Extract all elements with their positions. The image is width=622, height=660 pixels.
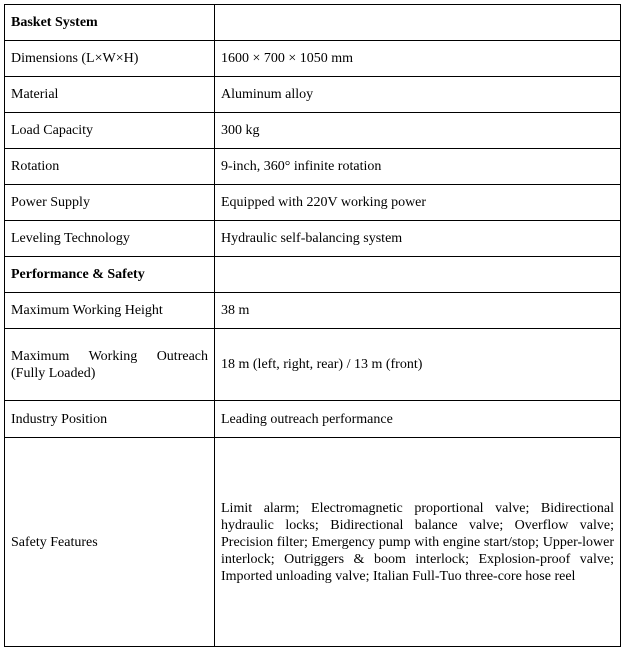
table-row (5, 329, 621, 401)
row-label: Load Capacity (5, 113, 215, 149)
specification-table (4, 4, 621, 647)
section-value (215, 257, 621, 293)
table-row (5, 113, 621, 149)
row-value: Limit alarm; Electromagnetic proportional valve; Bidirectional hydraulic locks; Bidirectional balance valve; Overflow valve; Precision filter; Emergency pump with engine start/stop; Upper-lower interlock; Outriggers & boom interlock; Explosion-proof valve; Imported unloading valve; Italian Full-Tuo three-core hose reel (215, 438, 621, 647)
table-row (5, 293, 621, 329)
row-value: 38 m (215, 293, 621, 329)
row-value: Hydraulic self-balancing system (215, 221, 621, 257)
row-value: 300 kg (215, 113, 621, 149)
row-value: Equipped with 220V working power (215, 185, 621, 221)
row-value: 9-inch, 360° infinite rotation (215, 149, 621, 185)
row-label: Dimensions (L×W×H) (5, 41, 215, 77)
section-title: Performance & Safety (5, 257, 215, 293)
row-label: Industry Position (5, 401, 215, 438)
row-value: 18 m (left, right, rear) / 13 m (front) (215, 329, 621, 401)
row-label: Maximum Working Height (5, 293, 215, 329)
row-label: Power Supply (5, 185, 215, 221)
section-header-basket-system (5, 5, 621, 41)
table-row (5, 401, 621, 438)
table-row (5, 185, 621, 221)
row-label: Maximum Working Outreach (Fully Loaded) (5, 329, 215, 401)
table-row (5, 41, 621, 77)
row-label: Rotation (5, 149, 215, 185)
section-header-performance-safety (5, 257, 621, 293)
section-title: Basket System (5, 5, 215, 41)
section-value (215, 5, 621, 41)
row-label: Leveling Technology (5, 221, 215, 257)
row-label: Safety Features (5, 438, 215, 647)
table-row (5, 221, 621, 257)
table-row (5, 438, 621, 647)
table-row (5, 77, 621, 113)
row-value: Leading outreach performance (215, 401, 621, 438)
row-value: Aluminum alloy (215, 77, 621, 113)
table-row (5, 149, 621, 185)
row-label: Material (5, 77, 215, 113)
row-value: 1600 × 700 × 1050 mm (215, 41, 621, 77)
